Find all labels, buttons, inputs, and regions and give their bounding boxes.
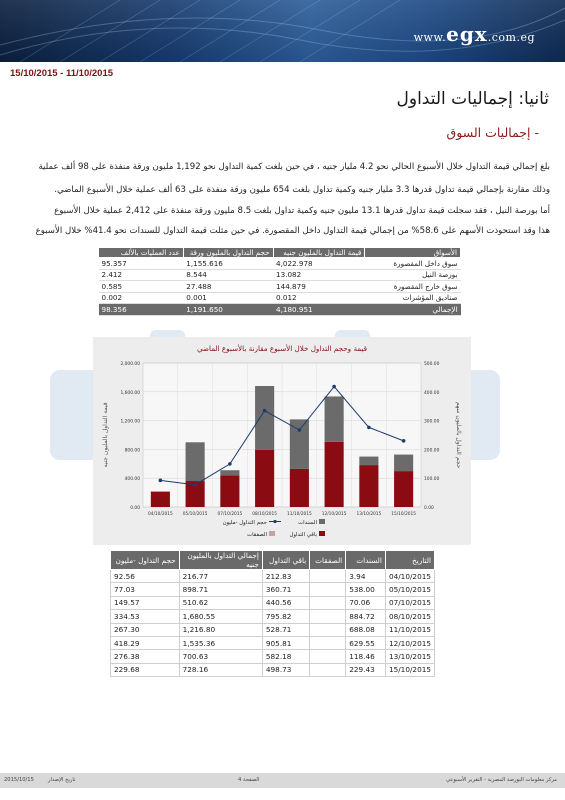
paragraph-line-4: هذا وقد استحوذت الأسهم على 58.6% من إجمالي قيمة التداول داخل المقصورة. في حين مثلت قيمة التداول للسندات نحو 41.4% خلال الأسبوع — [35, 226, 550, 236]
market-volume: 8.544 — [183, 269, 273, 281]
col-header-date: التاريخ — [385, 551, 434, 570]
market-value: 4,022.978 — [273, 258, 365, 270]
legend-marker-volume — [273, 520, 276, 523]
report-period: 15/10/2015 - 11/10/2015 — [10, 68, 114, 79]
market-name: سوق خارج المقصورة — [365, 281, 461, 293]
table-row — [111, 610, 435, 623]
row-volume: 229.68 — [111, 663, 180, 676]
col-header-trades: الصفقات — [310, 551, 346, 570]
col-header-volume: حجم التداول بالمليون ورقة — [183, 248, 273, 258]
row-total-value: 216.77 — [179, 570, 262, 583]
row-date: 13/10/2015 — [385, 650, 434, 663]
y-tick-label: 0.00 — [130, 506, 140, 511]
chart-title: قيمة وحجم التداول خلال الأسبوع مقارنة بالأسبوع الماضي — [196, 344, 368, 353]
legend-swatch-bonds — [319, 519, 325, 524]
market-totals-table — [98, 247, 461, 316]
col-header-volume: حجم التداول -مليون — [111, 551, 180, 570]
row-volume: 418.29 — [111, 636, 180, 649]
total-value: 4,180.951 — [273, 304, 365, 316]
legend-swatch-trades — [269, 531, 275, 536]
y2-tick-label: 400.00 — [424, 390, 440, 396]
section-heading — [397, 89, 549, 109]
table-row — [111, 623, 435, 636]
bar-bonds — [394, 455, 413, 472]
footer-issue-date: 2015/10/15 — [4, 777, 34, 783]
row-trades — [310, 583, 346, 596]
row-trades — [310, 570, 346, 583]
total-label: الإجمالي — [365, 304, 461, 316]
row-bonds: 229.43 — [346, 663, 386, 676]
x-tick-label: 08/10/2015 — [252, 512, 278, 517]
market-trades: 0.002 — [99, 292, 184, 304]
logo-prefix: www. — [413, 31, 447, 44]
bar-rest — [220, 475, 239, 507]
logo-main: egx — [446, 22, 488, 46]
row-total-value: 1,535.36 — [179, 636, 262, 649]
volume-point — [193, 483, 197, 487]
market-value: 0.012 — [273, 292, 365, 304]
daily-trading-table — [110, 550, 435, 677]
chart-canvas — [93, 337, 471, 545]
page-footer — [0, 773, 565, 788]
row-rest: 212.83 — [262, 570, 309, 583]
section-title: إجماليات التداول — [396, 89, 513, 109]
market-name: صناديق المؤشرات — [365, 292, 461, 304]
y-tick-label: 400.00 — [124, 477, 140, 483]
table-header-row — [99, 248, 461, 258]
row-trades — [310, 596, 346, 609]
trading-chart — [93, 337, 471, 545]
volume-point — [159, 479, 163, 483]
row-date: 04/10/2015 — [385, 570, 434, 583]
paragraph-line-2: وذلك مقارنة بإجمالي قيمة تداول قدرها 3.3 مليار جنيه وكمية تداول بلغت 654 مليون ورقة منفذة على 63 ألف عملية خلال الأسبوع الماضي. — [54, 185, 550, 195]
table-row — [99, 281, 461, 293]
row-bonds: 629.55 — [346, 636, 386, 649]
row-total-value: 1,216.80 — [179, 623, 262, 636]
market-trades: 0.585 — [99, 281, 184, 293]
table-row — [111, 596, 435, 609]
row-date: 08/10/2015 — [385, 610, 434, 623]
market-volume: 0.001 — [183, 292, 273, 304]
bar-rest — [359, 465, 378, 507]
bar-bonds — [186, 442, 205, 481]
col-header-trades: عدد العمليات بالألف — [99, 248, 184, 258]
legend-label-rest: باقي التداول — [289, 532, 317, 538]
x-tick-label: 04/10/2015 — [147, 512, 173, 517]
table-row — [111, 636, 435, 649]
y-tick-label: 2,000.00 — [120, 362, 140, 367]
x-tick-label: 15/10/2015 — [391, 512, 417, 517]
x-tick-label: 13/10/2015 — [356, 512, 382, 517]
row-total-value: 510.62 — [179, 596, 262, 609]
y2-axis-label: حجم التداول بالمليون سهم — [455, 401, 462, 469]
y2-tick-label: 100.00 — [424, 477, 440, 483]
col-header-market: الأسواق — [365, 248, 461, 258]
section-number: ثانيا: — [518, 89, 549, 109]
table-row — [99, 269, 461, 281]
row-rest: 440.56 — [262, 596, 309, 609]
footer-source: مركز معلومات البورصة المصرية - التقرير الأسبوعي — [445, 777, 557, 783]
y-tick-label: 1,600.00 — [120, 390, 140, 396]
market-name: سوق داخل المقصورة — [365, 258, 461, 270]
row-date: 05/10/2015 — [385, 583, 434, 596]
row-volume: 92.56 — [111, 570, 180, 583]
bar-bonds — [325, 396, 344, 441]
market-volume: 1,155.616 — [183, 258, 273, 270]
legend-label-volume: حجم التداول -مليون — [222, 520, 267, 526]
row-trades — [310, 623, 346, 636]
volume-point — [332, 385, 336, 389]
legend-swatch-rest — [319, 531, 325, 536]
y2-tick-label: 200.00 — [424, 448, 440, 454]
row-date: 15/10/2015 — [385, 663, 434, 676]
y2-tick-label: 0.00 — [424, 506, 434, 511]
x-tick-label: 07/10/2015 — [217, 512, 243, 517]
row-volume: 276.38 — [111, 650, 180, 663]
row-total-value: 728.16 — [179, 663, 262, 676]
row-bonds: 688.08 — [346, 623, 386, 636]
row-bonds: 538.00 — [346, 583, 386, 596]
table-row — [111, 583, 435, 596]
col-header-rest: باقي التداول — [262, 551, 309, 570]
table-row — [99, 292, 461, 304]
bar-rest — [290, 469, 309, 507]
logo-suffix: .com.eg — [487, 31, 535, 44]
row-bonds: 118.46 — [346, 650, 386, 663]
bar-bonds — [255, 386, 274, 450]
col-header-bonds: السندات — [346, 551, 386, 570]
row-trades — [310, 650, 346, 663]
table-header-row — [111, 551, 435, 570]
bar-rest — [394, 471, 413, 507]
table-total-row — [99, 304, 461, 316]
row-rest: 795.82 — [262, 610, 309, 623]
volume-point — [367, 426, 371, 430]
row-bonds: 70.06 — [346, 596, 386, 609]
row-rest: 498.73 — [262, 663, 309, 676]
egx-logo[interactable] — [414, 22, 535, 46]
y-axis-label: قيمة التداول بالمليون جنيه — [102, 402, 109, 468]
row-rest: 528.71 — [262, 623, 309, 636]
row-volume: 334.53 — [111, 610, 180, 623]
bar-rest — [325, 442, 344, 507]
footer-issue-label: تاريخ الإصدار — [48, 777, 76, 783]
header-banner — [0, 0, 565, 62]
market-trades: 2.412 — [99, 269, 184, 281]
y-tick-label: 1,200.00 — [120, 419, 140, 425]
legend-label-bonds: السندات — [298, 520, 317, 526]
y2-tick-label: 500.00 — [424, 362, 440, 367]
row-date: 11/10/2015 — [385, 623, 434, 636]
bar-rest — [151, 492, 170, 507]
market-value: 13.082 — [273, 269, 365, 281]
y2-tick-label: 300.00 — [424, 419, 440, 425]
table-row — [111, 663, 435, 676]
row-trades — [310, 610, 346, 623]
total-trades: 98.356 — [99, 304, 184, 316]
legend-label-trades: الصفقات — [247, 532, 267, 538]
row-volume: 149.57 — [111, 596, 180, 609]
row-rest: 905.81 — [262, 636, 309, 649]
paragraph-line-1: بلغ إجمالي قيمة التداول خلال الأسبوع الحالي نحو 4.2 مليار جنيه ، في حين بلغت كمية التداول نحو 1,192 مليون ورقة منفذة على 98 ألف عملية — [38, 162, 550, 172]
market-value: 144.879 — [273, 281, 365, 293]
y-tick-label: 800.00 — [124, 448, 140, 454]
volume-point — [228, 462, 232, 466]
bar-rest — [255, 450, 274, 507]
row-trades — [310, 663, 346, 676]
row-date: 07/10/2015 — [385, 596, 434, 609]
market-volume: 27.488 — [183, 281, 273, 293]
col-header-value: قيمة التداول بالمليون جنيه — [273, 248, 365, 258]
row-volume: 267.30 — [111, 623, 180, 636]
row-bonds: 884.72 — [346, 610, 386, 623]
total-volume: 1,191.650 — [183, 304, 273, 316]
col-header-total-value: إجمالي التداول بالمليون جنيه — [179, 551, 262, 570]
volume-point — [298, 428, 302, 432]
x-tick-label: 05/10/2015 — [182, 512, 208, 517]
volume-point — [263, 409, 267, 413]
row-total-value: 700.63 — [179, 650, 262, 663]
bar-bonds — [359, 457, 378, 466]
row-trades — [310, 636, 346, 649]
row-total-value: 1,680.55 — [179, 610, 262, 623]
table-row — [99, 258, 461, 270]
row-total-value: 898.71 — [179, 583, 262, 596]
table-row — [111, 570, 435, 583]
row-rest: 360.71 — [262, 583, 309, 596]
market-trades: 95.357 — [99, 258, 184, 270]
footer-page-number: الصفحة 4 — [238, 777, 260, 783]
volume-point — [402, 439, 406, 443]
market-name: بورصة النيل — [365, 269, 461, 281]
subsection-heading: - إجماليات السوق — [446, 125, 539, 140]
row-bonds: 3.94 — [346, 570, 386, 583]
bar-bonds — [220, 470, 239, 475]
row-rest: 582.18 — [262, 650, 309, 663]
x-tick-label: 11/10/2015 — [286, 512, 312, 517]
paragraph-line-3: أما بورصة النيل ، فقد سجلت قيمة تداول قدرها 13.1 مليون جنيه وكمية تداول بلغت 8.5 مليون ورقة منفذة على 2,412 عملية خلال الأسبوع — [54, 206, 550, 216]
table-row — [111, 650, 435, 663]
row-date: 12/10/2015 — [385, 636, 434, 649]
x-tick-label: 12/10/2015 — [321, 512, 347, 517]
row-volume: 77.03 — [111, 583, 180, 596]
